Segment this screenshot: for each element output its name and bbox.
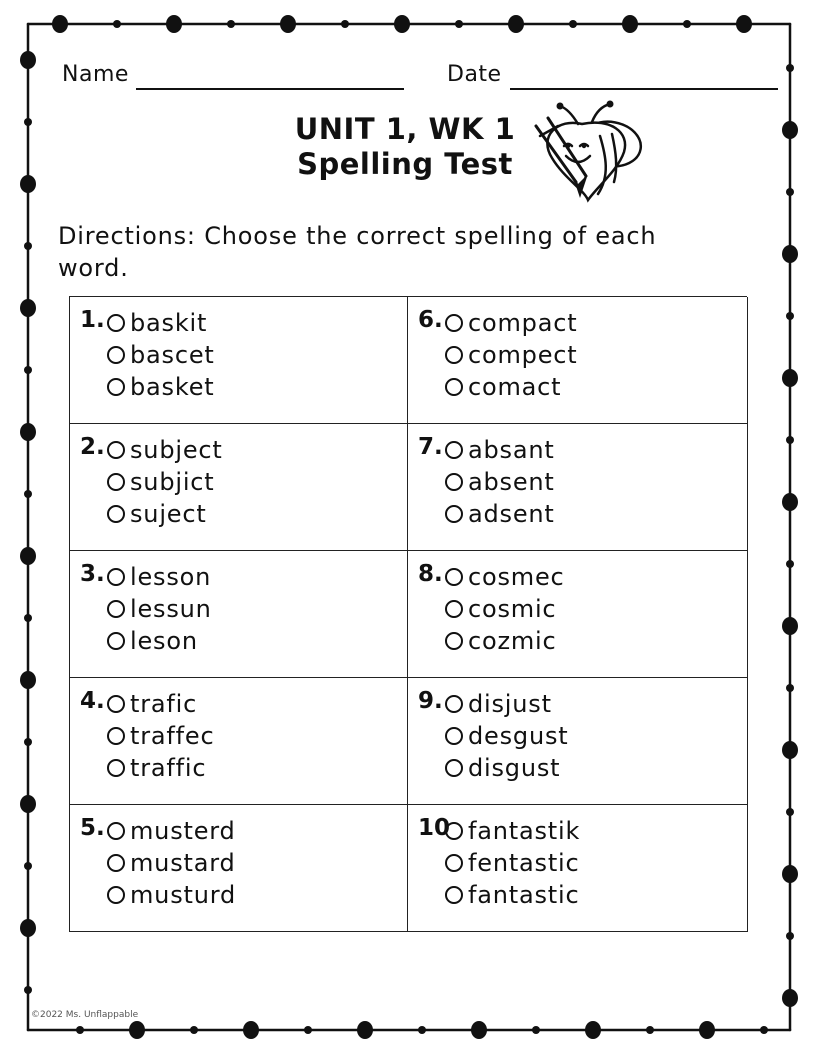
directions-text: Directions: Choose the correct spelling of each word.: [58, 222, 657, 282]
border-dot: [786, 436, 794, 444]
choice-word: desgust: [468, 722, 569, 750]
border-dot: [782, 989, 798, 1007]
border-dot: [786, 64, 794, 72]
border-dot: [782, 493, 798, 511]
choice-word: subjict: [130, 468, 215, 496]
answer-bubble-icon[interactable]: [445, 759, 463, 777]
choice-list: [107, 561, 407, 657]
choice-list: [445, 688, 747, 784]
answer-bubble-icon[interactable]: [107, 727, 125, 745]
question-cell: [408, 424, 748, 551]
answer-bubble-icon[interactable]: [107, 632, 125, 650]
choice-word: bascet: [130, 341, 215, 369]
choice-word: traffec: [130, 722, 215, 750]
border-dot: [113, 20, 121, 28]
border-dot: [569, 20, 577, 28]
border-dot: [532, 1026, 540, 1034]
answer-bubble-icon[interactable]: [107, 600, 125, 618]
answer-choice[interactable]: [445, 752, 747, 784]
answer-choice[interactable]: [445, 371, 747, 403]
border-dot: [20, 919, 36, 937]
question-number: 4.: [80, 688, 105, 714]
choice-word: suject: [130, 500, 207, 528]
border-dot: [786, 932, 794, 940]
border-dot: [699, 1021, 715, 1039]
answer-choice[interactable]: [445, 720, 747, 752]
answer-choice[interactable]: [445, 847, 747, 879]
border-dot: [24, 118, 32, 126]
border-dot: [129, 1021, 145, 1039]
choice-word: fantastic: [468, 881, 580, 909]
date-label: Date: [447, 62, 502, 87]
answer-bubble-icon[interactable]: [107, 378, 125, 396]
choice-word: mustard: [130, 849, 236, 877]
choice-list: [107, 688, 407, 784]
choice-word: adsent: [468, 500, 555, 528]
choice-word: lessun: [130, 595, 212, 623]
choice-word: cosmic: [468, 595, 557, 623]
answer-bubble-icon[interactable]: [445, 854, 463, 872]
question-cell: [408, 678, 748, 805]
border-dot: [304, 1026, 312, 1034]
choice-word: compact: [468, 309, 578, 337]
answer-choice[interactable]: [445, 339, 747, 371]
border-dot: [20, 175, 36, 193]
choice-word: trafic: [130, 690, 198, 718]
question-cell: [70, 805, 408, 932]
border-dot: [280, 15, 296, 33]
test-title: Spelling Test: [297, 147, 513, 181]
border-dot: [394, 15, 410, 33]
border-dot: [782, 617, 798, 635]
border-dot: [341, 20, 349, 28]
choice-word: lesson: [130, 563, 212, 591]
date-field[interactable]: [510, 88, 778, 90]
choice-word: comact: [468, 373, 562, 401]
choice-word: basket: [130, 373, 215, 401]
question-number: 9.: [418, 688, 443, 714]
choice-list: [445, 815, 747, 911]
border-dot: [24, 986, 32, 994]
answer-bubble-icon[interactable]: [445, 346, 463, 364]
question-number: 8.: [418, 561, 443, 587]
answer-bubble-icon[interactable]: [445, 505, 463, 523]
answer-choice[interactable]: [107, 752, 407, 784]
answer-bubble-icon[interactable]: [445, 378, 463, 396]
border-dot: [243, 1021, 259, 1039]
answer-bubble-icon[interactable]: [445, 600, 463, 618]
name-field[interactable]: [136, 88, 404, 90]
answer-bubble-icon[interactable]: [107, 346, 125, 364]
choice-word: disjust: [468, 690, 552, 718]
answer-bubble-icon[interactable]: [445, 473, 463, 491]
answer-bubble-icon[interactable]: [107, 505, 125, 523]
answer-choice[interactable]: [107, 847, 407, 879]
border-dot: [52, 15, 68, 33]
choice-word: subject: [130, 436, 223, 464]
question-cell: [70, 424, 408, 551]
choice-word: cozmic: [468, 627, 557, 655]
answer-choice[interactable]: [107, 879, 407, 911]
question-number: 7.: [418, 434, 443, 460]
question-cell: [408, 297, 748, 424]
border-dot: [786, 560, 794, 568]
border-dot: [786, 808, 794, 816]
question-number: 3.: [80, 561, 105, 587]
border-dot: [782, 369, 798, 387]
choice-list: [107, 307, 407, 403]
answer-choice[interactable]: [445, 498, 747, 530]
question-number: 2.: [80, 434, 105, 460]
border-dot: [455, 20, 463, 28]
answer-choice[interactable]: [107, 593, 407, 625]
answer-bubble-icon[interactable]: [445, 632, 463, 650]
choice-list: [445, 307, 747, 403]
border-dot: [357, 1021, 373, 1039]
choice-word: leson: [130, 627, 198, 655]
border-dot: [585, 1021, 601, 1039]
spelling-test-table: [69, 296, 747, 932]
question-cell: [408, 805, 748, 932]
border-dot: [782, 741, 798, 759]
border-dot: [782, 865, 798, 883]
border-dot: [418, 1026, 426, 1034]
choice-list: [445, 434, 747, 530]
answer-bubble-icon[interactable]: [445, 886, 463, 904]
answer-choice[interactable]: [445, 688, 747, 720]
choice-list: [107, 434, 407, 530]
question-cell: [408, 551, 748, 678]
answer-choice[interactable]: [107, 625, 407, 657]
choice-word: fantastik: [468, 817, 581, 845]
answer-choice[interactable]: [107, 371, 407, 403]
border-dot: [20, 423, 36, 441]
choice-list: [445, 561, 747, 657]
answer-choice[interactable]: [445, 307, 747, 339]
border-dot: [20, 299, 36, 317]
choice-word: absant: [468, 436, 555, 464]
answer-choice[interactable]: [445, 625, 747, 657]
choice-word: compect: [468, 341, 578, 369]
border-dot: [782, 121, 798, 139]
choice-word: traffic: [130, 754, 207, 782]
answer-choice[interactable]: [107, 720, 407, 752]
choice-word: fentastic: [468, 849, 580, 877]
border-dot: [646, 1026, 654, 1034]
border-dot: [76, 1026, 84, 1034]
border-dot: [166, 15, 182, 33]
answer-choice[interactable]: [445, 466, 747, 498]
choice-word: absent: [468, 468, 555, 496]
answer-choice[interactable]: [107, 434, 407, 466]
border-dot: [20, 547, 36, 565]
answer-choice[interactable]: [107, 815, 407, 847]
question-cell: [70, 551, 408, 678]
answer-choice[interactable]: [107, 688, 407, 720]
choice-word: baskit: [130, 309, 208, 337]
answer-choice[interactable]: [445, 815, 747, 847]
border-dot: [786, 684, 794, 692]
answer-choice[interactable]: [445, 561, 747, 593]
border-dot: [190, 1026, 198, 1034]
answer-choice[interactable]: [445, 434, 747, 466]
border-dot: [471, 1021, 487, 1039]
question-number: 1.: [80, 307, 105, 333]
answer-choice[interactable]: [445, 593, 747, 625]
border-dot: [20, 795, 36, 813]
border-dot: [24, 242, 32, 250]
question-cell: [70, 678, 408, 805]
border-dot: [782, 245, 798, 263]
border-dot: [227, 20, 235, 28]
answer-choice[interactable]: [107, 339, 407, 371]
choice-list: [107, 815, 407, 911]
bee-pencil-icon: [518, 96, 648, 206]
border-dot: [760, 1026, 768, 1034]
choice-word: disgust: [468, 754, 561, 782]
border-dot: [736, 15, 752, 33]
border-dot: [786, 188, 794, 196]
choice-word: musterd: [130, 817, 236, 845]
border-dot: [622, 15, 638, 33]
border-dot: [20, 671, 36, 689]
answer-choice[interactable]: [445, 879, 747, 911]
answer-choice[interactable]: [107, 307, 407, 339]
question-cell: [70, 297, 408, 424]
answer-choice[interactable]: [107, 466, 407, 498]
border-dot: [508, 15, 524, 33]
border-dot: [24, 490, 32, 498]
answer-choice[interactable]: [107, 561, 407, 593]
border-dot: [24, 862, 32, 870]
border-dot: [20, 51, 36, 69]
choice-word: musturd: [130, 881, 236, 909]
unit-title: UNIT 1, WK 1: [294, 112, 516, 146]
copyright-text: ©2022 Ms. Unflappable: [31, 1010, 139, 1020]
name-label: Name: [62, 62, 129, 87]
answer-bubble-icon[interactable]: [107, 854, 125, 872]
answer-choice[interactable]: [107, 498, 407, 530]
border-dot: [24, 614, 32, 622]
border-dot: [24, 366, 32, 374]
border-dot: [683, 20, 691, 28]
answer-bubble-icon[interactable]: [107, 886, 125, 904]
border-dot: [786, 312, 794, 320]
question-number: 5.: [80, 815, 105, 841]
answer-bubble-icon[interactable]: [445, 727, 463, 745]
question-number: 10: [418, 815, 451, 841]
choice-word: cosmec: [468, 563, 565, 591]
answer-bubble-icon[interactable]: [107, 759, 125, 777]
question-number: 6.: [418, 307, 443, 333]
answer-bubble-icon[interactable]: [107, 473, 125, 491]
border-dot: [24, 738, 32, 746]
